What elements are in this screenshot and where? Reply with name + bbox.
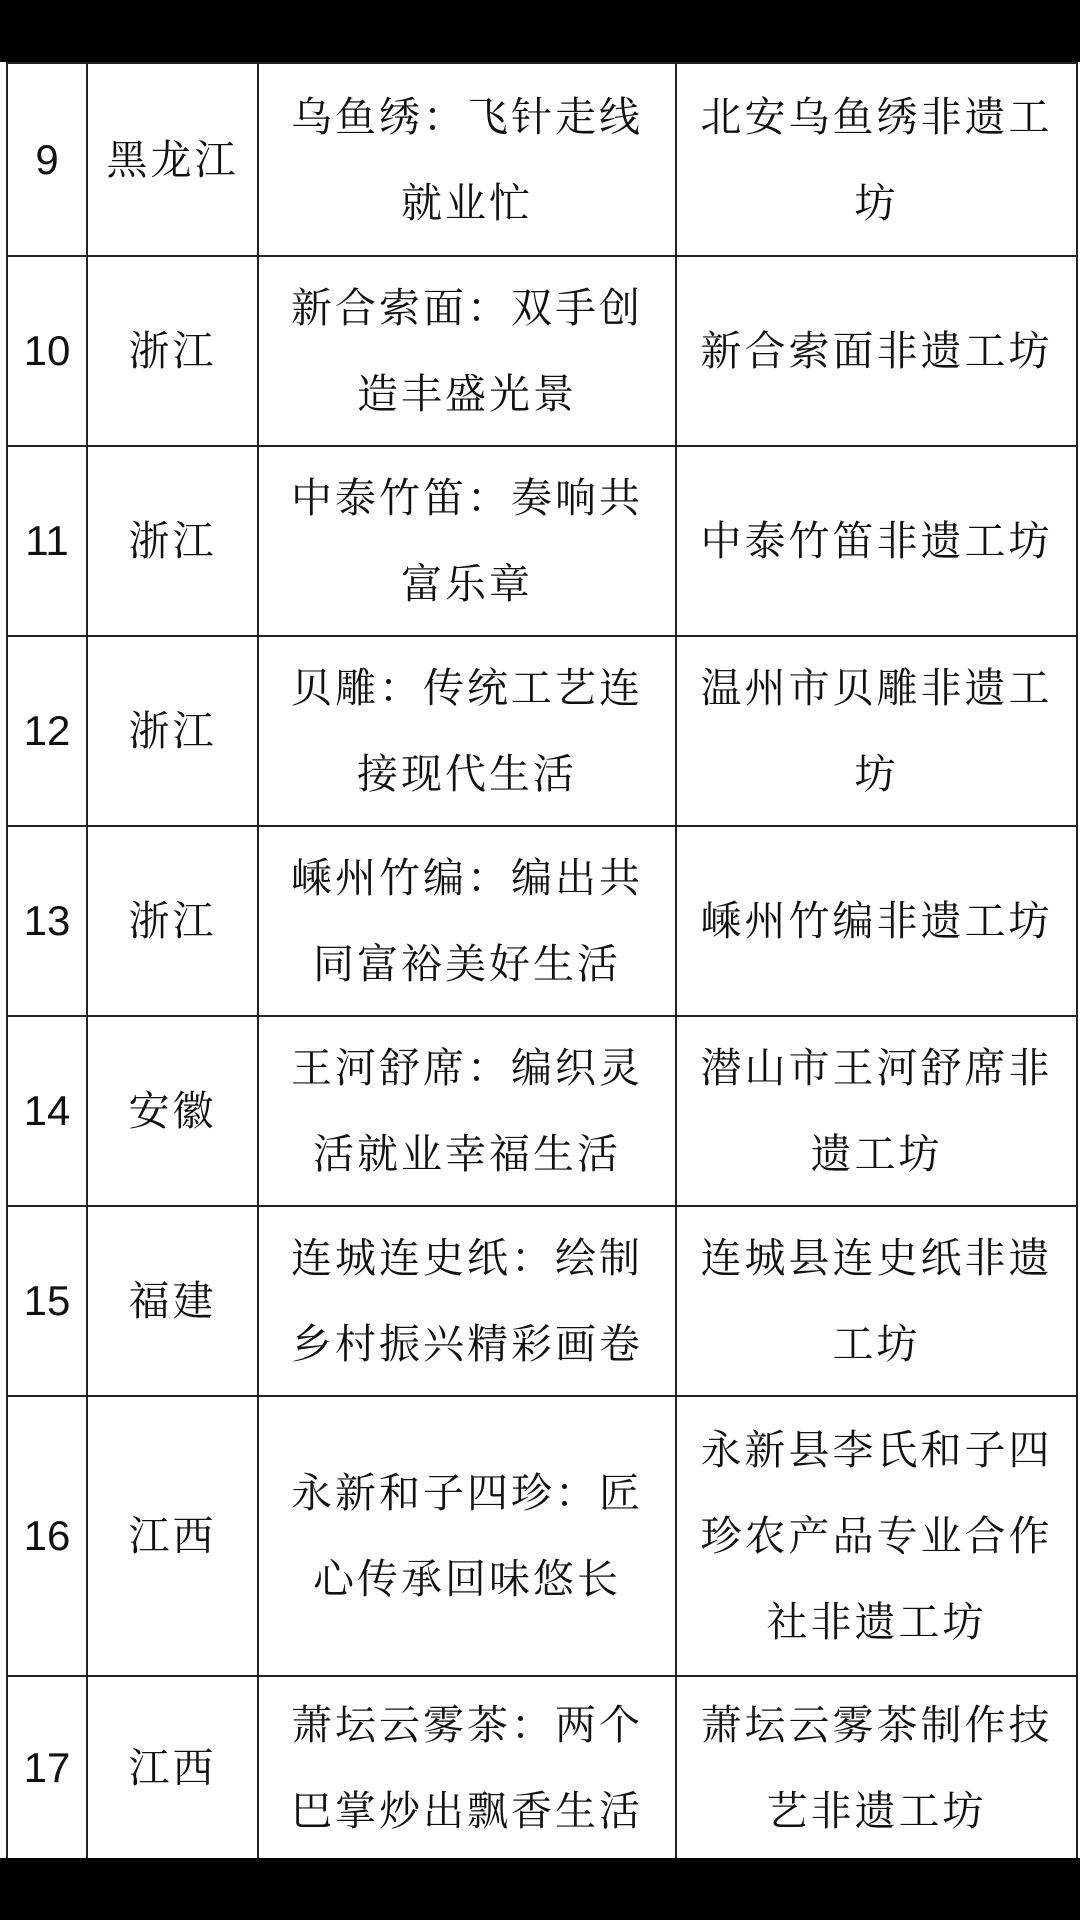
workshop-cell: 萧坛云雾茶制作技艺非遗工坊	[676, 1676, 1077, 1858]
workshop-cell: 新合索面非遗工坊	[676, 256, 1077, 446]
table-row	[7, 1016, 1077, 1206]
table-row	[7, 1206, 1077, 1396]
row-number-cell: 17	[7, 1676, 87, 1858]
province-cell: 浙江	[87, 826, 258, 1016]
workshop-cell: 中泰竹笛非遗工坊	[676, 446, 1077, 636]
table-body	[7, 63, 1077, 1858]
table-row	[7, 1396, 1077, 1676]
workshop-cell: 潜山市王河舒席非遗工坊	[676, 1016, 1077, 1206]
row-number-cell: 9	[7, 63, 87, 256]
row-number-cell: 15	[7, 1206, 87, 1396]
province-cell: 浙江	[87, 446, 258, 636]
table-row	[7, 446, 1077, 636]
row-number-cell: 10	[7, 256, 87, 446]
top-black-bar	[0, 0, 1080, 62]
row-number-cell: 12	[7, 636, 87, 826]
table-row	[7, 636, 1077, 826]
workshop-cell: 连城县连史纸非遗工坊	[676, 1206, 1077, 1396]
row-number-cell: 11	[7, 446, 87, 636]
province-cell: 江西	[87, 1676, 258, 1858]
title-cell: 中泰竹笛：奏响共富乐章	[258, 446, 676, 636]
province-cell: 浙江	[87, 256, 258, 446]
title-cell: 永新和子四珍：匠心传承回味悠长	[258, 1396, 676, 1676]
province-cell: 黑龙江	[87, 63, 258, 256]
province-cell: 安徽	[87, 1016, 258, 1206]
workshop-cell: 永新县李氏和子四珍农产品专业合作社非遗工坊	[676, 1396, 1077, 1676]
row-number-cell: 14	[7, 1016, 87, 1206]
title-cell: 王河舒席：编织灵活就业幸福生活	[258, 1016, 676, 1206]
bottom-black-bar	[0, 1858, 1080, 1920]
title-cell: 连城连史纸：绘制乡村振兴精彩画卷	[258, 1206, 676, 1396]
document-page	[0, 62, 1080, 1858]
workshop-cell: 北安乌鱼绣非遗工坊	[676, 63, 1077, 256]
row-number-cell: 16	[7, 1396, 87, 1676]
row-number-cell: 13	[7, 826, 87, 1016]
title-cell: 萧坛云雾茶：两个巴掌炒出飘香生活	[258, 1676, 676, 1858]
table-row	[7, 63, 1077, 256]
workshop-cell: 温州市贝雕非遗工坊	[676, 636, 1077, 826]
title-cell: 乌鱼绣：飞针走线就业忙	[258, 63, 676, 256]
title-cell: 新合索面：双手创造丰盛光景	[258, 256, 676, 446]
table-row	[7, 826, 1077, 1016]
workshop-cell: 嵊州竹编非遗工坊	[676, 826, 1077, 1016]
province-cell: 浙江	[87, 636, 258, 826]
province-cell: 福建	[87, 1206, 258, 1396]
title-cell: 嵊州竹编：编出共同富裕美好生活	[258, 826, 676, 1016]
title-cell: 贝雕：传统工艺连接现代生活	[258, 636, 676, 826]
table-row	[7, 256, 1077, 446]
heritage-workshop-table	[6, 62, 1078, 1858]
province-cell: 江西	[87, 1396, 258, 1676]
table-row	[7, 1676, 1077, 1858]
